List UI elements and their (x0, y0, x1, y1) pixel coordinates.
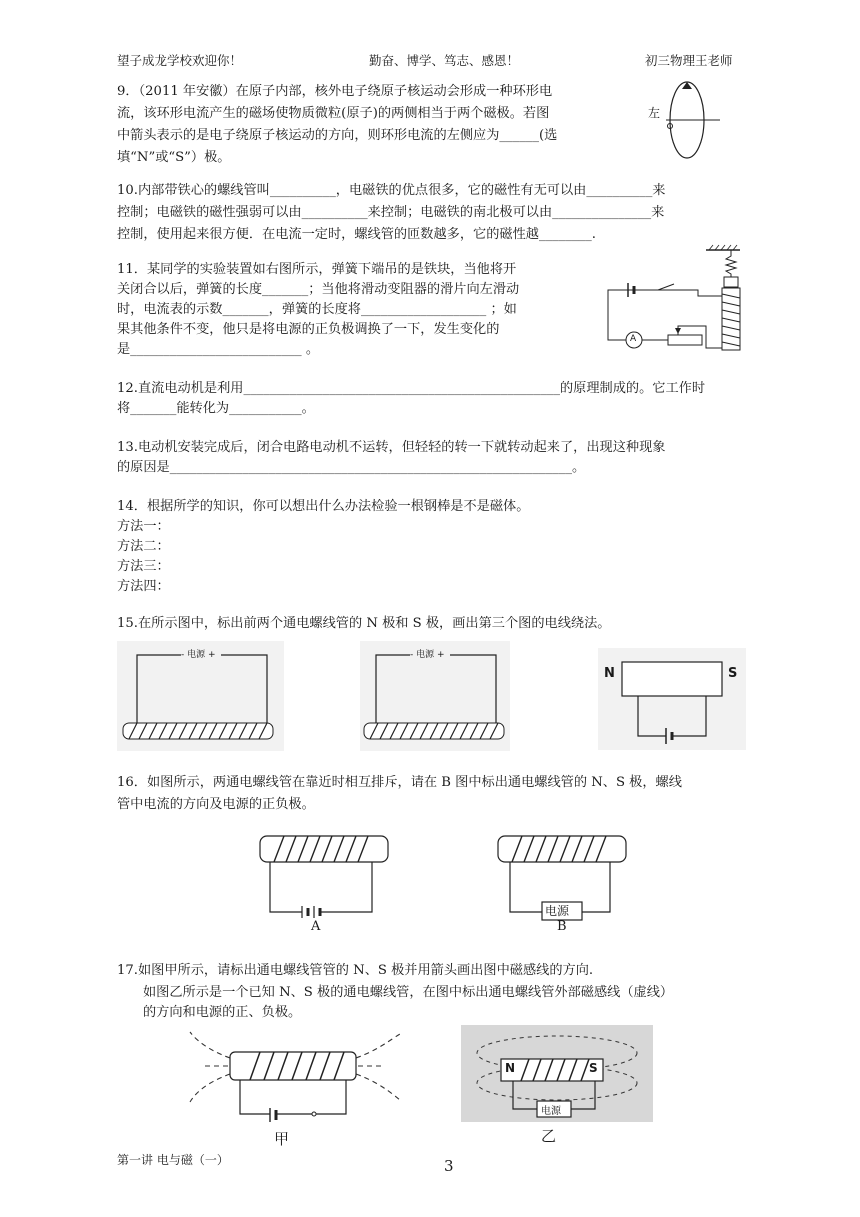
q17-label-yi: 乙 (541, 1127, 557, 1145)
q12-line-1: 12.直流电动机是利用________________________________________________的原理制成的。它工作时 (117, 381, 706, 396)
q17-figure-jia (188, 1030, 408, 1130)
q14-method-4: 方法四： (117, 579, 170, 594)
q9-line-3: 中箭头表示的是电子绕原子核运动的方向，则环形电流的左侧应为______(选 (117, 128, 558, 143)
q9-line-2: 流，该环形电流产生的磁场使物质微粒(原子)的两侧相当于两个磁极。若图 (117, 106, 550, 121)
q11-ammeter-label: A (630, 334, 637, 344)
q11-line-3: 时，电流表的示数_______，弹簧的长度将___________________ ；如 (117, 302, 517, 317)
q14-method-2: 方法二： (117, 539, 170, 554)
q16-power-label: 电源 (545, 904, 570, 918)
q15-fig3-south-label: S (728, 666, 738, 681)
q14-method-1: 方法一： (117, 519, 170, 534)
q16-line-2: 管中电流的方向及电源的正负极。 (117, 797, 315, 812)
q9-line-4: 填“N”或“S”）极。 (117, 150, 231, 165)
q9-line-1: 9．（2011 年安徽）在原子内部，核外电子绕原子核运动会形成一种环形电 (117, 84, 553, 99)
q15-figure-3 (598, 648, 746, 750)
q16-label-a: A (311, 919, 321, 934)
q17-yi-power-label: 电源 (541, 1106, 561, 1117)
footer-lecture-title: 第一讲 电与磁（一） (117, 1153, 229, 1167)
q15-fig2-power-label: - 电源 + (410, 650, 445, 660)
q14-line-1: 14．根据所学的知识，你可以想出什么办法检验一根钢棒是不是磁体。 (117, 499, 530, 514)
q15-figure-1 (117, 641, 284, 751)
q13-line-2: 的原因是_____________________________________________________________。 (117, 460, 586, 475)
header-teacher: 初三物理王老师 (645, 53, 733, 68)
q10-line-2: 控制；电磁铁的磁性强弱可以由__________来控制；电磁铁的南北极可以由_______________来 (117, 205, 665, 220)
q9-electron-orbit-figure (660, 80, 740, 160)
q17-line-3: 的方向和电源的正、负极。 (143, 1005, 302, 1020)
q14-method-3: 方法三： (117, 559, 170, 574)
q11-line-4: 果其他条件不变，他只是将电源的正负极调换了一下，发生变化的 (117, 322, 500, 337)
q16-label-b: B (557, 919, 567, 934)
q17-line-1: 17.如图甲所示，请标出通电螺线管管的 N、S 极并用箭头画出图中磁感线的方向. (117, 963, 594, 978)
q15-fig1-power-label: - 电源 + (181, 650, 216, 660)
q10-line-1: 10.内部带铁心的螺线管叫__________，电磁铁的优点很多，它的磁性有无可以由__________来 (117, 183, 666, 198)
q15-fig3-north-label: N (604, 666, 615, 681)
question-15-text: 15.在所示图中，标出前两个通电螺线管的 N 极和 S 极，画出第三个图的电线绕法。 (117, 616, 611, 631)
q12-line-2: 将_______能转化为___________。 (117, 401, 315, 416)
q13-line-1: 13.电动机安装完成后，闭合电路电动机不运转，但轻轻的转一下就转动起来了，出现这种现象 (117, 440, 666, 455)
q17-yi-south-label: S (589, 1061, 598, 1075)
q9-figure-left-label: 左 (648, 106, 661, 120)
footer-page-number: 3 (444, 1157, 454, 1175)
q17-line-2: 如图乙所示是一个已知 N、S 极的通电螺线管，在图中标出通电螺线管外部磁感线（虚线） (143, 985, 674, 1000)
q11-circuit-figure (598, 248, 743, 356)
q17-label-jia: 甲 (274, 1130, 290, 1148)
q17-yi-north-label: N (505, 1061, 516, 1075)
q11-line-2: 关闭合以后，弹簧的长度_______；当他将滑动变阻器的滑片向左滑动 (117, 282, 520, 297)
q10-line-3: 控制，使用起来很方便．在电流一定时，螺线管的匝数越多，它的磁性越________. (117, 227, 596, 242)
q16-line-1: 16．如图所示，两通电螺线管在靠近时相互排斥，请在 B 图中标出通电螺线管的 N、S 极，螺线 (117, 775, 682, 790)
header-school-welcome: 望子成龙学校欢迎你！ (117, 53, 243, 68)
q15-figure-2 (360, 641, 510, 751)
q16-figure-a (258, 828, 390, 920)
q11-line-5: 是__________________________ 。 (117, 342, 320, 357)
header-motto: 勤奋、博学、笃志、感恩！ (369, 53, 520, 68)
q17-figure-yi (461, 1025, 653, 1122)
q11-line-1: 11．某同学的实验装置如右图所示，弹簧下端吊的是铁块，当他将开 (117, 262, 517, 277)
